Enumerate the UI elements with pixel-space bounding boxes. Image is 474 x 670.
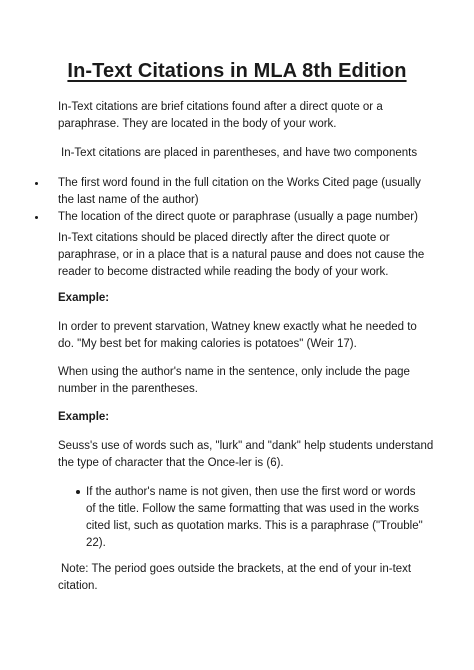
example-line: Seuss's use of words such as, "lurk" and "dank" help students understand (58, 440, 434, 452)
example-paragraph (58, 319, 430, 353)
note-line: Note: The period goes outside the brackets, at the end of your in-text (61, 563, 412, 575)
example-line: the type of character that the Once-ler is (6). (58, 457, 284, 469)
example-heading: Example: (58, 411, 110, 423)
components-list (0, 175, 474, 226)
list-item-line: of the title. Follow the same formatting that was used in the works (86, 503, 420, 515)
placement-line: paraphrase, or in a place that is a natural pause and does not cause the (58, 249, 425, 261)
bullet-icon (76, 490, 80, 494)
page-title: In-Text Citations in MLA 8th Edition (67, 60, 407, 82)
list-item (0, 175, 474, 209)
bullet-icon (35, 216, 38, 219)
note-paragraph (58, 561, 433, 595)
intro-line: In-Text citations are brief citations found after a direct quote or a (58, 101, 383, 113)
list-item-line: The first word found in the full citation on the Works Cited page (usually (58, 177, 421, 189)
list-item-line: 22). (86, 537, 106, 549)
author-note-line: When using the author's name in the sentence, only include the page (58, 366, 410, 378)
no-author-list (0, 484, 474, 552)
example-line: In order to prevent starvation, Watney knew exactly what he needed to (58, 321, 417, 333)
components-intro: In-Text citations are placed in parentheses, and have two components (61, 147, 418, 159)
author-note-line: number in the parentheses. (58, 383, 199, 395)
example-paragraph (58, 438, 434, 472)
intro-line: paraphrase. They are located in the body of your work. (58, 118, 337, 130)
placement-line: reader to become distracted while reading the body of your work. (58, 266, 389, 278)
author-note-paragraph (58, 364, 430, 398)
placement-paragraph (58, 230, 430, 281)
list-item-line: The location of the direct quote or paraphrase (usually a page number) (58, 211, 418, 223)
list-item (0, 484, 474, 552)
intro-paragraph (58, 99, 430, 133)
bullet-icon (35, 182, 38, 185)
list-item-line: cited list, such as quotation marks. This is a paraphrase ("Trouble" (86, 520, 423, 532)
list-item-line: the last name of the author) (58, 194, 199, 206)
note-line: citation. (58, 580, 98, 592)
list-item (0, 209, 474, 226)
list-item-line: If the author's name is not given, then use the first word or words (86, 486, 416, 498)
placement-line: In-Text citations should be placed directly after the direct quote or (58, 232, 390, 244)
example-line: do. "My best bet for making calories is potatoes" (Weir 17). (58, 338, 357, 350)
example-heading: Example: (58, 292, 110, 304)
